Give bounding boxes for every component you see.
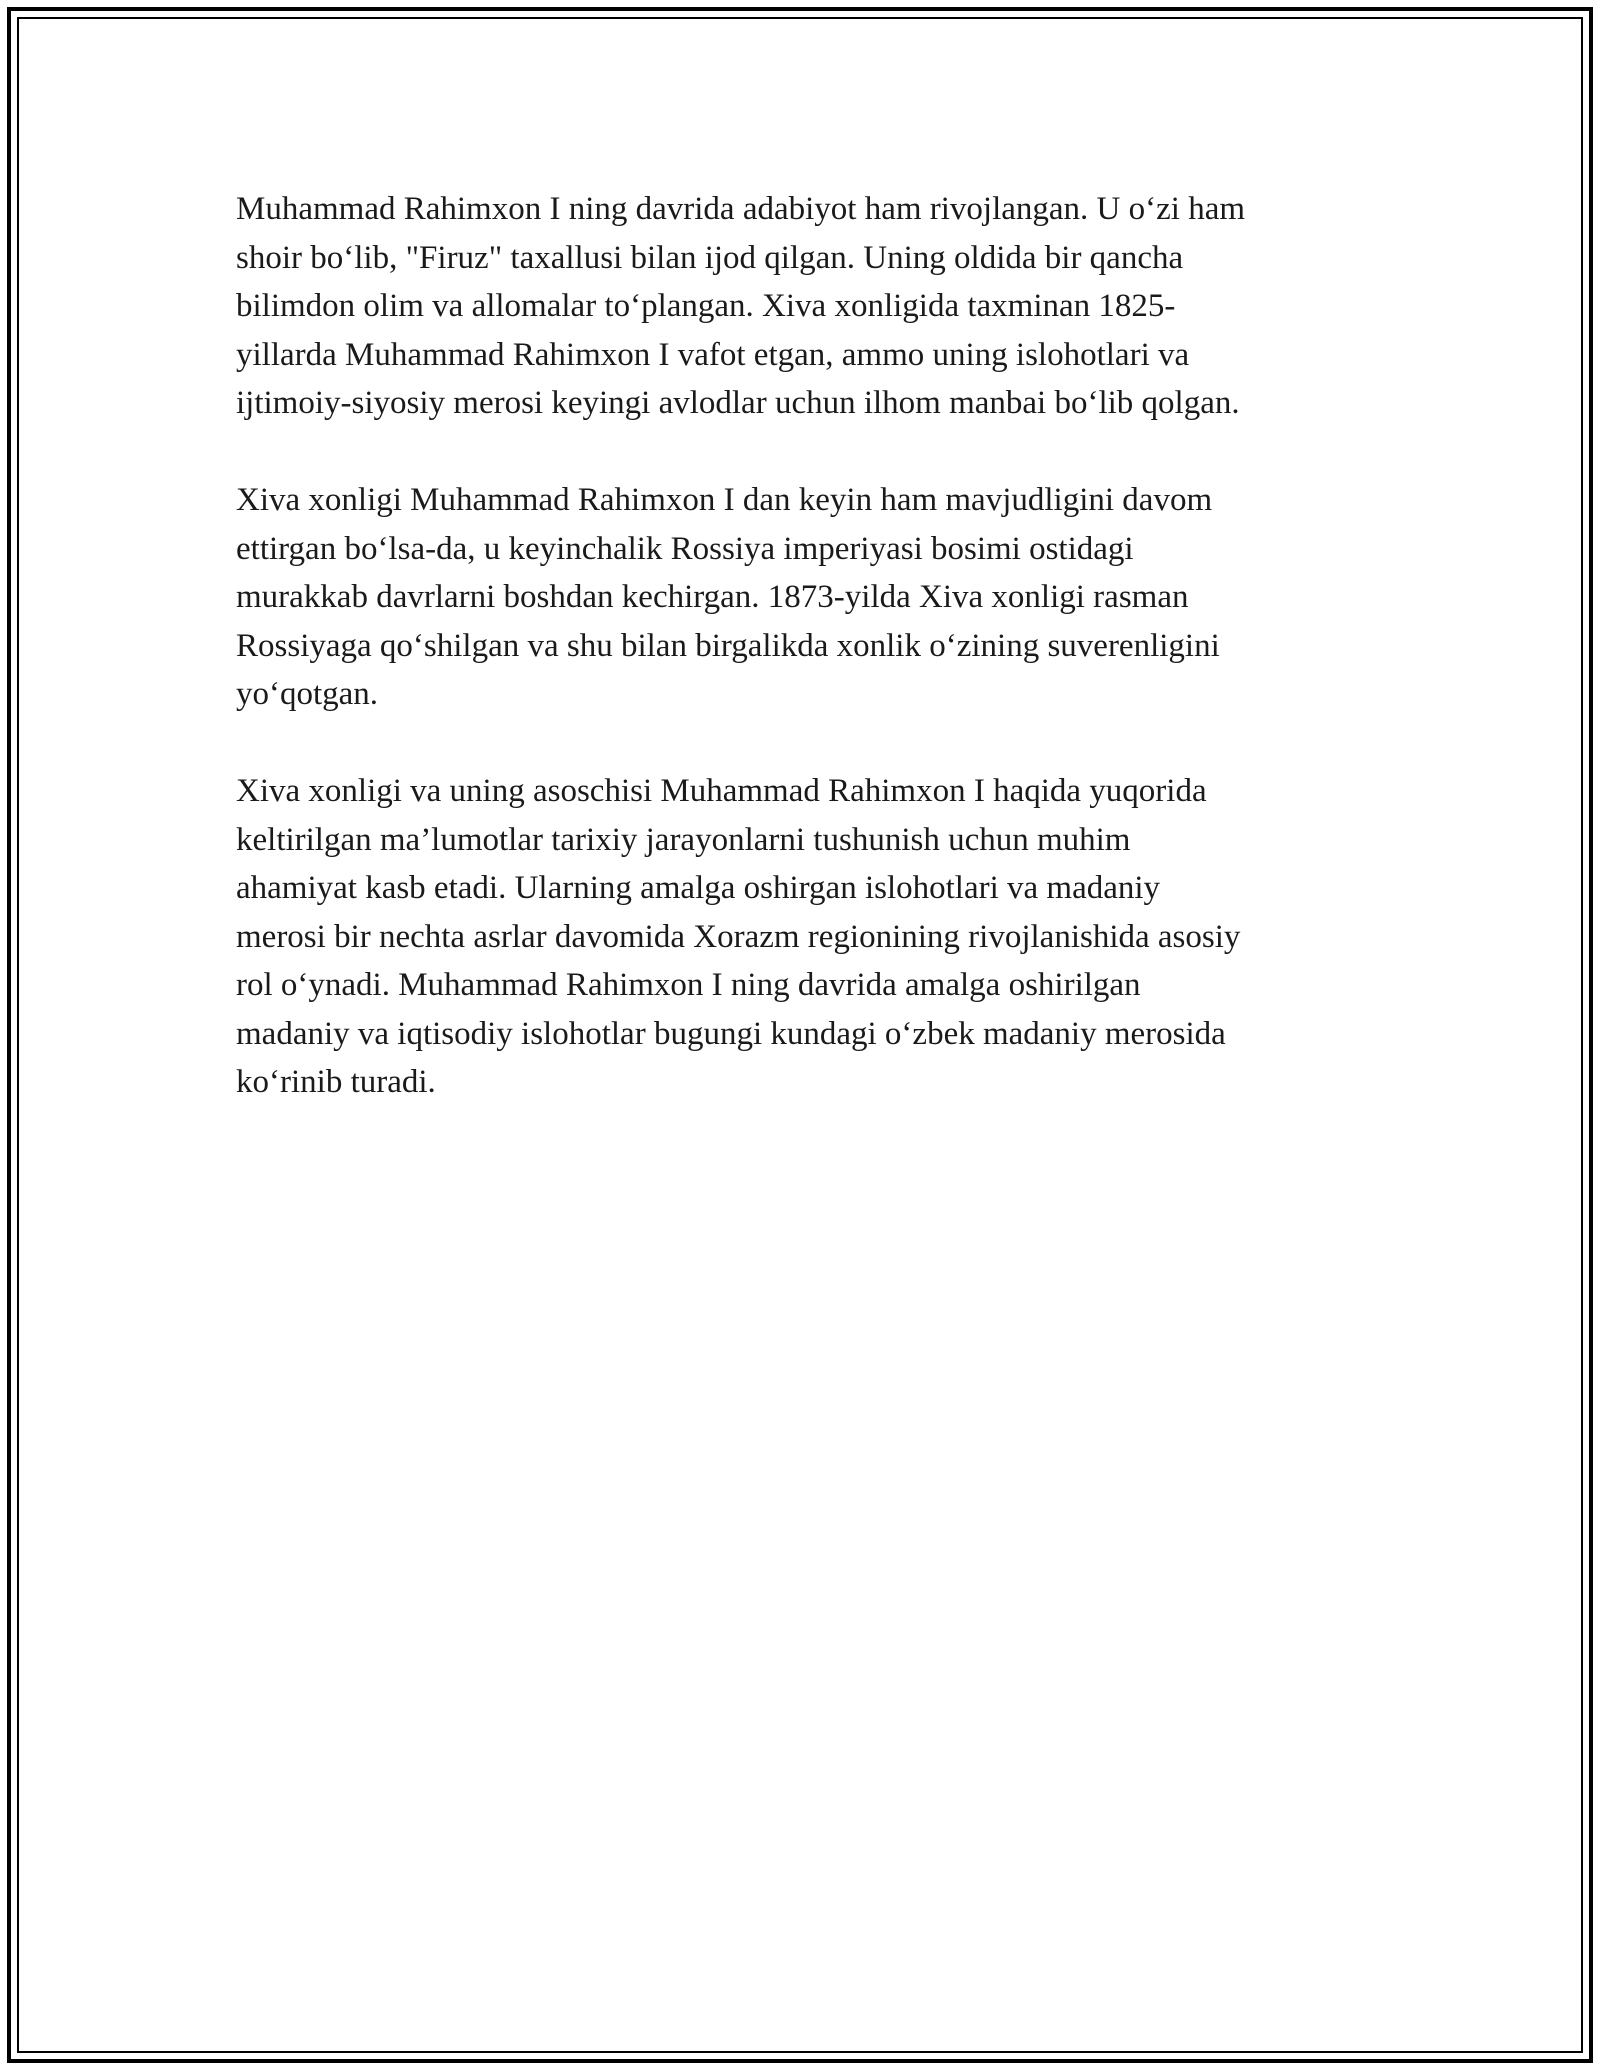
- paragraph-2: Xiva xonligi Muhammad Rahimxon I dan keyin ham mavjudligini davom ettirgan bo‘lsa-da, u keyinchalik Rossiya imperiyasi bosimi ostidagi murakkab davrlarni boshdan kechirgan. 1873-yilda Xiva xonligi rasman Rossiyaga qo‘shilgan va shu bilan birgalikda xonlik o‘zining suverenligini yo‘qotgan.: [236, 482, 1220, 712]
- document-body: [236, 185, 1376, 1107]
- paragraph-1: Muhammad Rahimxon I ning davrida adabiyot ham rivojlangan. U o‘zi ham shoir bo‘lib, "Firuz" taxallusi bilan ijod qilgan. Uning oldida bir qancha bilimdon olim va allomalar to‘plangan. Xiva xonligida taxminan 1825- yillarda Muhammad Rahimxon I vafot etgan, ammo uning islohotlari va ijtimoiy-siyosiy merosi keyingi avlodlar uchun ilhom manbai bo‘lib qolgan.: [236, 191, 1246, 421]
- paragraph-3: Xiva xonligi va uning asoschisi Muhammad Rahimxon I haqida yuqorida keltirilgan ma’lumotlar tarixiy jarayonlarni tushunish uchun muhim ahamiyat kasb etadi. Ularning amalga oshirgan islohotlari va madaniy merosi bir nechta asrlar davomida Xorazm regionining rivojlanishida asosiy rol o‘ynadi. Muhammad Rahimxon I ning davrida amalga oshirilgan madaniy va iqtisodiy islohotlar bugungi kundagi o‘zbek madaniy merosida ko‘rinib turadi.: [236, 773, 1241, 1100]
